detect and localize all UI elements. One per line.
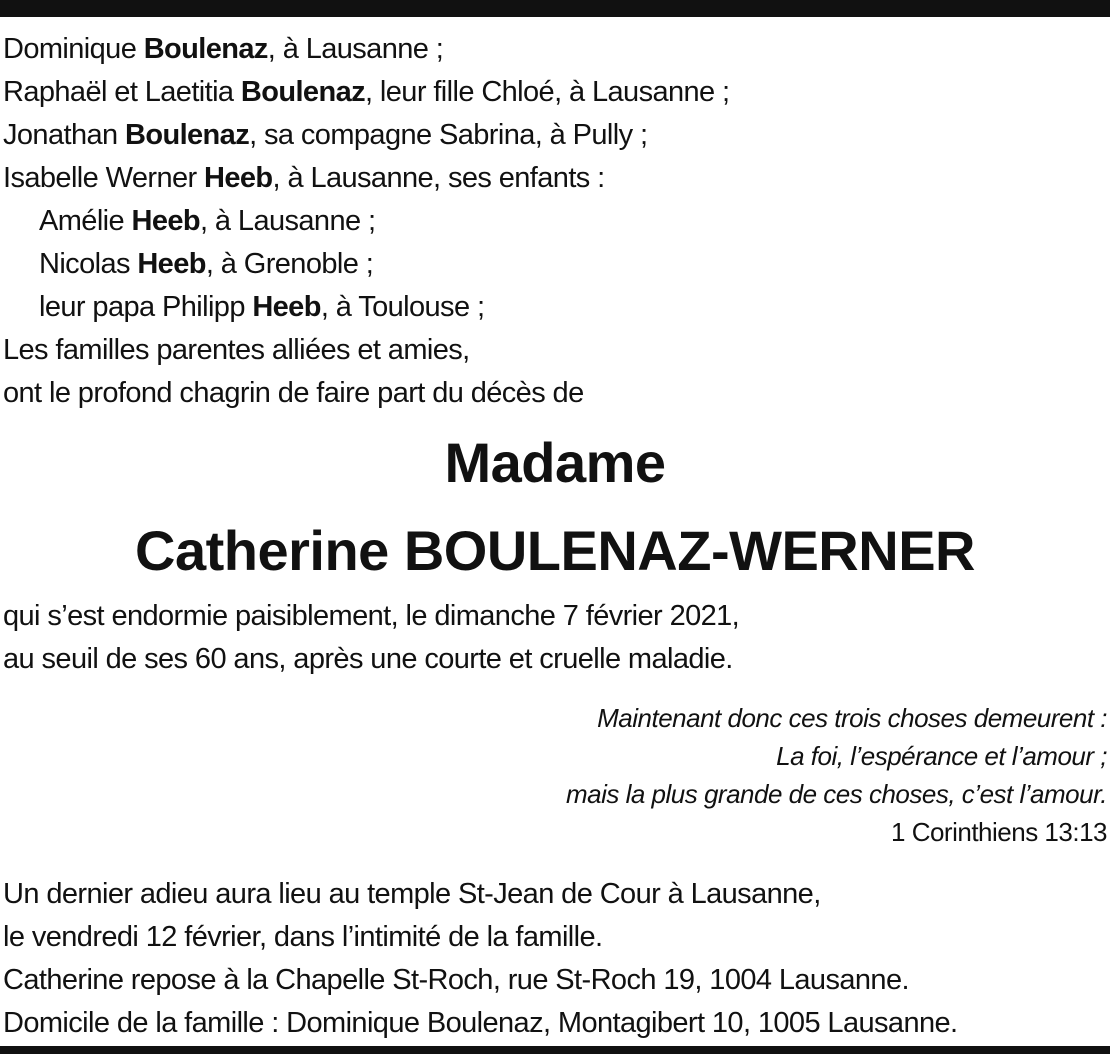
quote-line: La foi, l’espérance et l’amour ;	[776, 741, 1107, 771]
bible-quote	[3, 699, 1107, 851]
mourner-given-names: Raphaël et Laetitia	[3, 76, 241, 108]
deceased-title: Madame	[444, 431, 666, 494]
mourner-surname: Heeb	[204, 162, 273, 194]
bottom-border-rule	[0, 1046, 1110, 1054]
service-info	[3, 873, 1107, 1045]
deceased-name: Catherine BOULENAZ-WERNER	[135, 519, 975, 582]
mourner-given-names: Nicolas	[39, 248, 138, 280]
mourner-surname: Heeb	[131, 205, 201, 237]
families-line: Les familles parentes alliées et amies,	[3, 334, 470, 366]
mourner-line	[3, 71, 1107, 114]
service-info-line: Catherine repose à la Chapelle St-Roch, rue St-Roch 19, 1004 Lausanne.	[3, 964, 909, 996]
quote-line: Maintenant donc ces trois choses demeurent :	[597, 703, 1107, 733]
mourner-line	[3, 28, 1107, 71]
quote-reference: 1 Corinthiens 13:13	[891, 817, 1107, 847]
mourner-surname: Boulenaz	[143, 33, 268, 65]
mourner-details: , leur fille Chloé, à Lausanne ;	[365, 76, 730, 108]
mourner-surname: Boulenaz	[125, 119, 250, 151]
service-info-line: le vendredi 12 février, dans l’intimité de la famille.	[3, 921, 603, 953]
service-info-line: Domicile de la famille : Dominique Boulenaz, Montagibert 10, 1005 Lausanne.	[3, 1007, 958, 1039]
mourner-details: , à Grenoble ;	[205, 248, 374, 280]
mourner-given-names: Jonathan	[3, 119, 125, 151]
mourner-details: , sa compagne Sabrina, à Pully ;	[249, 119, 648, 151]
mourner-line	[3, 114, 1107, 157]
mourner-line-child	[3, 286, 1107, 329]
obituary-notice	[3, 28, 1107, 1045]
mourner-given-names: Amélie	[39, 205, 132, 237]
mourner-details: , à Lausanne, ses enfants :	[272, 162, 605, 194]
mourner-line-child	[3, 200, 1107, 243]
mourner-line-child	[3, 243, 1107, 286]
mourner-given-names: leur papa Philipp	[39, 291, 253, 323]
announcement-line: ont le profond chagrin de faire part du décès de	[3, 377, 584, 409]
mourner-details: , à Toulouse ;	[320, 291, 485, 323]
death-details	[3, 595, 1107, 681]
mourner-surname: Boulenaz	[240, 76, 366, 108]
mourner-line	[3, 157, 1107, 200]
mourner-given-names: Isabelle Werner	[3, 162, 205, 194]
mourner-details: , à Lausanne ;	[267, 33, 444, 65]
mourner-surname: Heeb	[137, 248, 206, 280]
top-border-rule	[0, 0, 1110, 17]
mourner-given-names: Dominique	[3, 33, 144, 65]
mourner-details: , à Lausanne ;	[200, 205, 376, 237]
quote-line: mais la plus grande de ces choses, c’est l’amour.	[565, 779, 1107, 809]
death-details-line: qui s’est endormie paisiblement, le dimanche 7 février 2021,	[3, 600, 740, 632]
service-info-line: Un dernier adieu aura lieu au temple St-Jean de Cour à Lausanne,	[3, 878, 821, 910]
death-details-line: au seuil de ses 60 ans, après une courte et cruelle maladie.	[3, 643, 733, 675]
mourner-surname: Heeb	[252, 291, 321, 323]
